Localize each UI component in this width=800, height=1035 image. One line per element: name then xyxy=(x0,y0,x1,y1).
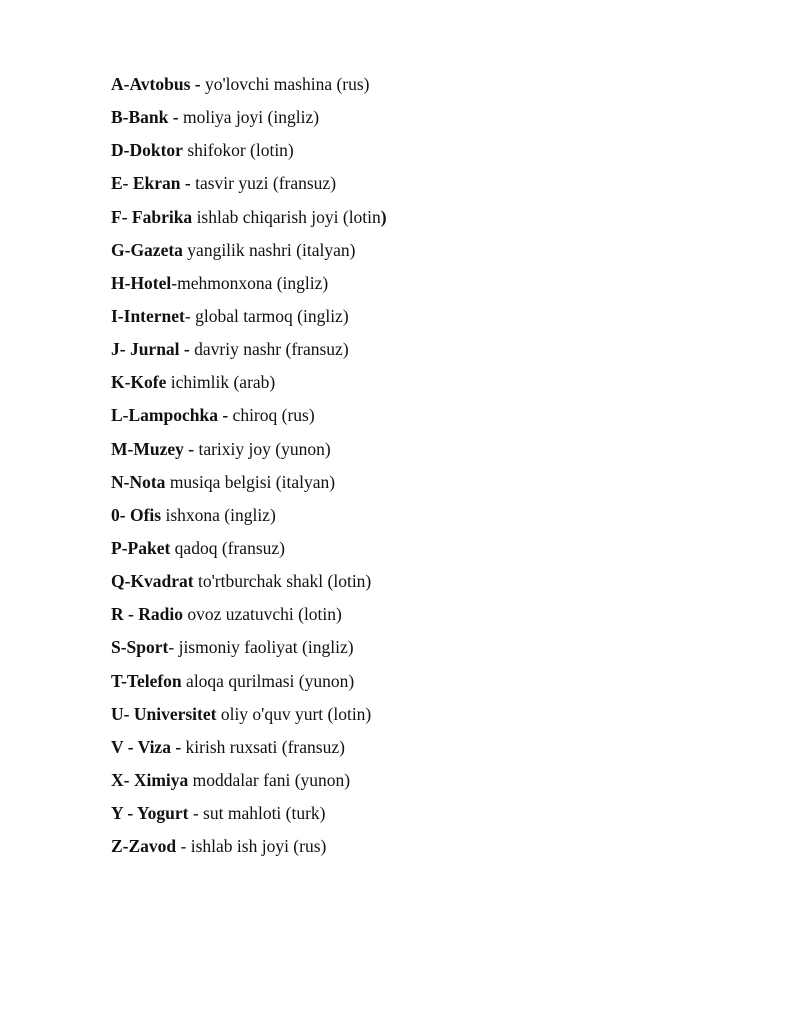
entry-description: yo'lovchi mashina (rus) xyxy=(200,74,370,94)
entry-description: - jismoniy faoliyat (ingliz) xyxy=(168,637,354,658)
list-item xyxy=(111,568,387,601)
entry-description: - global tarmoq (ingliz) xyxy=(184,305,349,326)
list-item xyxy=(111,303,387,336)
entry-term: Z-Zavod xyxy=(111,836,177,857)
list-item xyxy=(111,833,387,866)
entry-term: X- Ximiya xyxy=(111,769,189,790)
entry-term: G-Gazeta xyxy=(111,239,183,260)
list-item xyxy=(111,104,387,137)
entry-term: N-Nota xyxy=(111,471,166,492)
entry-term: H-Hotel xyxy=(111,272,172,293)
entry-description: ishlab chiqarish joyi (lotin xyxy=(192,206,381,227)
entry-term: L-Lampochka - xyxy=(111,405,229,426)
list-item xyxy=(111,767,387,800)
entry-term: I-Internet xyxy=(111,305,185,326)
entry-description: yangilik nashri (italyan) xyxy=(182,239,356,260)
entry-description: ovoz uzatuvchi (lotin) xyxy=(182,604,342,625)
list-item xyxy=(111,402,387,435)
entry-description: aloqa qurilmasi (yunon) xyxy=(181,670,355,691)
list-item xyxy=(111,601,387,634)
list-item xyxy=(111,436,387,469)
entry-term: S-Sport xyxy=(111,637,169,658)
entry-description: oliy o'quv yurt (lotin) xyxy=(216,703,372,724)
entry-description: -mehmonxona (ingliz) xyxy=(171,272,329,293)
entry-term: 0- Ofis xyxy=(111,504,162,525)
entry-description: moliya joyi (ingliz) xyxy=(178,107,320,128)
entry-description: davriy nashr (fransuz) xyxy=(189,339,349,360)
entry-term: R - Radio xyxy=(111,604,183,625)
entry-description: chiroq (rus) xyxy=(228,405,315,426)
entry-description: tarixiy joy (yunon) xyxy=(194,438,331,459)
entry-description: ichimlik (arab) xyxy=(166,372,276,393)
entry-term: V - Viza - xyxy=(111,736,182,757)
list-item xyxy=(111,71,387,104)
list-item xyxy=(111,336,387,369)
entry-tail: ) xyxy=(380,206,387,227)
list-item xyxy=(111,734,387,767)
entry-description: kirish ruxsati (fransuz) xyxy=(181,736,345,757)
list-item xyxy=(111,204,387,237)
entry-term: A-Avtobus - xyxy=(111,74,201,94)
list-item xyxy=(111,502,387,535)
entry-description: moddalar fani (yunon) xyxy=(188,769,351,790)
entry-description: - sut mahloti (turk) xyxy=(188,803,326,824)
entry-term: K-Kofe xyxy=(111,372,167,393)
entry-description: to'rtburchak shakl (lotin) xyxy=(193,571,372,592)
entry-term: U- Universitet xyxy=(111,703,217,724)
entry-term: E- Ekran - xyxy=(111,173,191,194)
list-item xyxy=(111,634,387,667)
entry-term: D-Doktor xyxy=(111,140,183,161)
entry-term: Y - Yogurt xyxy=(111,803,189,824)
entry-term: P-Paket xyxy=(111,537,171,558)
list-item xyxy=(111,469,387,502)
list-item xyxy=(111,800,387,833)
list-item xyxy=(111,668,387,701)
entry-term: B-Bank - xyxy=(111,107,179,128)
entry-description: - ishlab ish joyi (rus) xyxy=(176,836,327,857)
entry-description: ishxona (ingliz) xyxy=(161,504,276,525)
entry-description: shifokor (lotin) xyxy=(182,140,294,161)
entry-description: musiqa belgisi (italyan) xyxy=(165,471,336,492)
entry-term: F- Fabrika xyxy=(111,206,193,227)
list-item xyxy=(111,701,387,734)
list-item xyxy=(111,270,387,303)
entry-term: J- Jurnal - xyxy=(111,339,190,360)
entry-term: M-Muzey - xyxy=(111,438,195,459)
entry-term: T-Telefon xyxy=(111,670,182,691)
list-item xyxy=(111,137,387,170)
list-item xyxy=(111,535,387,568)
list-item xyxy=(111,237,387,270)
list-item xyxy=(111,369,387,402)
entry-term: Q-Kvadrat xyxy=(111,571,194,592)
list-item xyxy=(111,170,387,203)
entry-description: tasvir yuzi (fransuz) xyxy=(190,173,337,194)
word-list xyxy=(111,71,387,866)
entry-description: qadoq (fransuz) xyxy=(170,537,285,558)
